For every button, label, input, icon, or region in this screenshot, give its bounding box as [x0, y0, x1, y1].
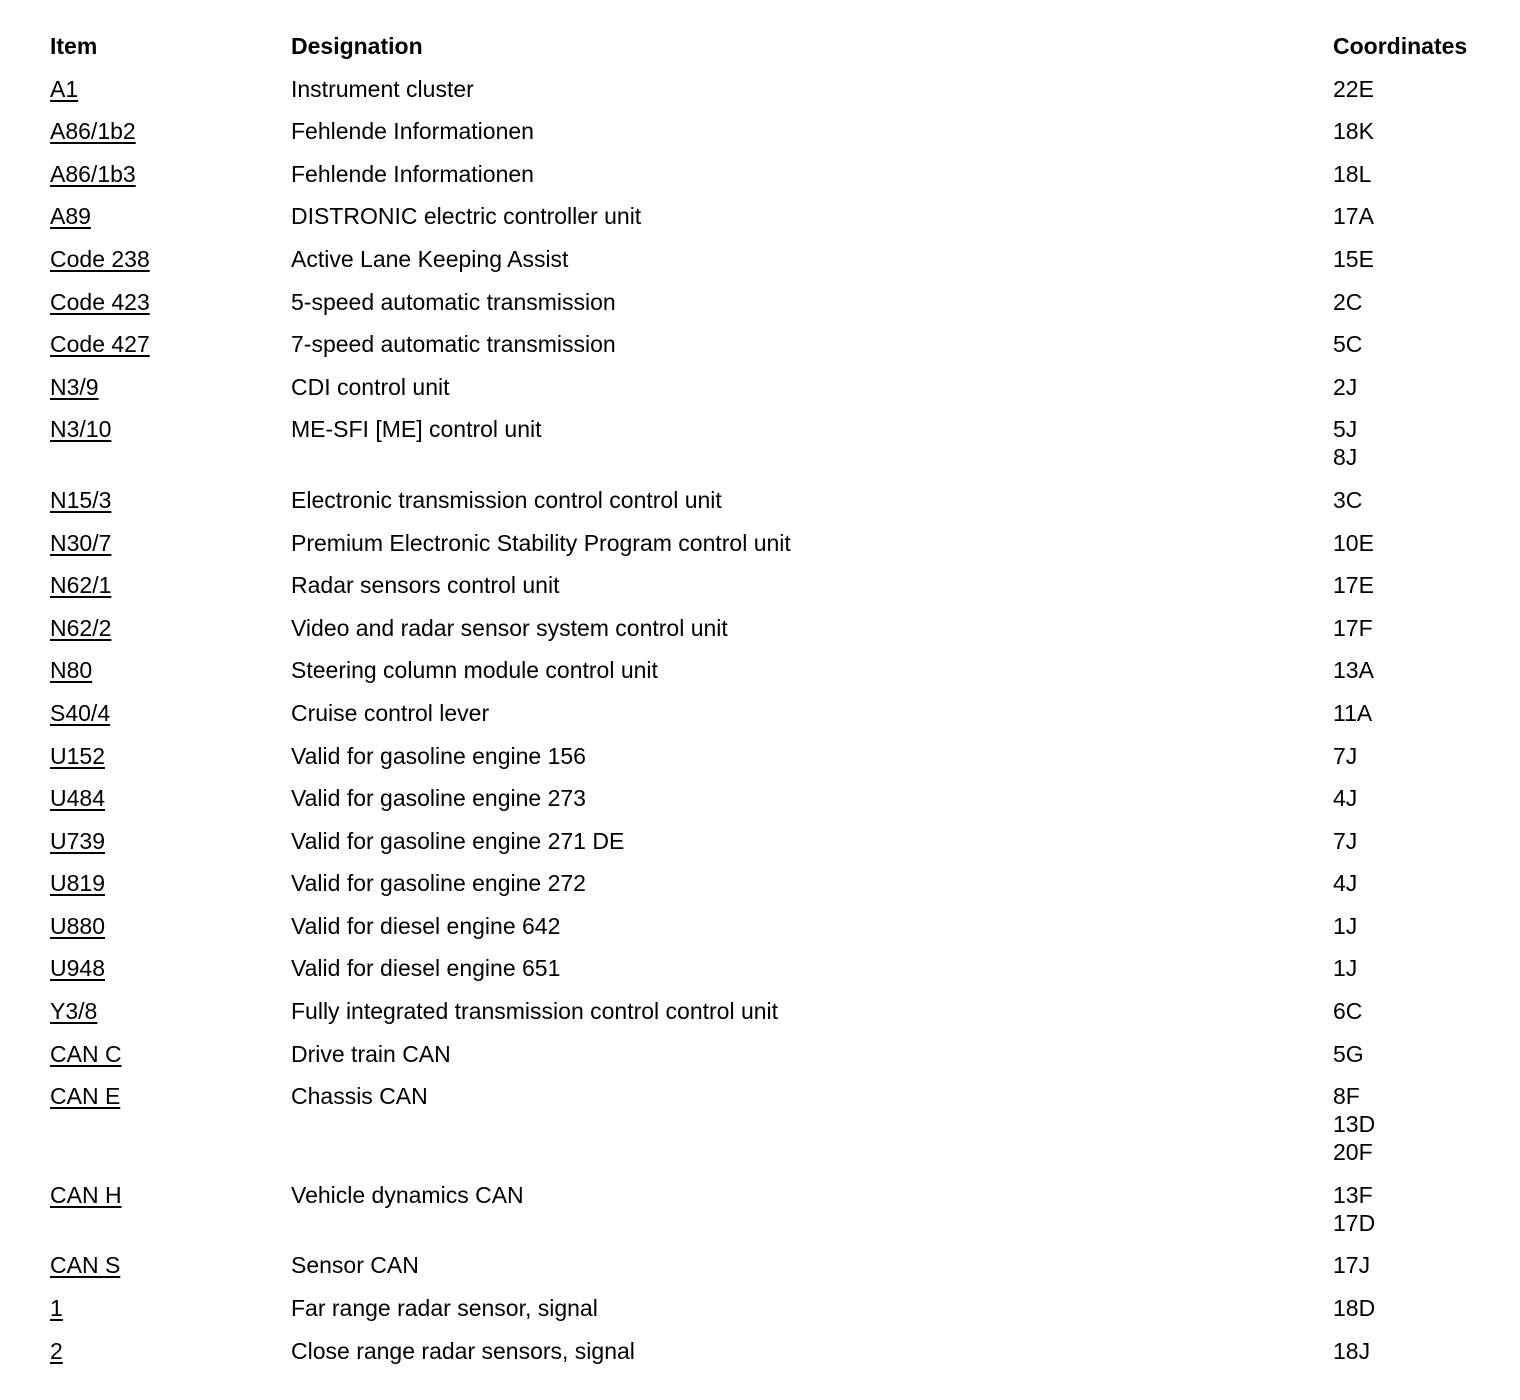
item-link[interactable]: N62/1 — [50, 572, 112, 599]
item-cell — [50, 954, 291, 982]
table-row — [50, 330, 1510, 358]
item-link[interactable]: N3/9 — [50, 373, 99, 400]
table-row — [50, 1040, 1510, 1068]
table-row — [50, 869, 1510, 897]
coordinate-value: 5C — [1333, 331, 1363, 358]
item-link[interactable]: Code 427 — [50, 331, 150, 358]
item-link[interactable]: 1 — [50, 1295, 63, 1322]
coordinate-value: 3C — [1333, 486, 1363, 513]
coordinates-cell — [1333, 415, 1510, 471]
table-row — [50, 75, 1510, 103]
coordinate-value: 1J — [1333, 912, 1358, 939]
designation-cell: Steering column module control unit — [291, 657, 658, 684]
coordinates-cell — [1333, 954, 1510, 982]
item-link[interactable]: U819 — [50, 870, 105, 897]
coordinates-cell — [1333, 245, 1510, 273]
designation-cell: Chassis CAN — [291, 1083, 428, 1110]
table-header — [50, 32, 1510, 60]
item-link[interactable]: 2 — [50, 1337, 63, 1364]
table-row — [50, 245, 1510, 273]
item-link[interactable]: CAN H — [50, 1181, 122, 1208]
coordinates-cell — [1333, 373, 1510, 401]
coordinate-value: 18K — [1333, 118, 1374, 145]
coordinate-value: 1J — [1333, 955, 1358, 982]
coordinate-value: 2C — [1333, 288, 1363, 315]
designation-cell: Vehicle dynamics CAN — [291, 1181, 524, 1208]
coordinates-cell — [1333, 202, 1510, 230]
designation-cell: Fehlende Informationen — [291, 118, 534, 145]
table-row — [50, 912, 1510, 940]
coordinate-value: 17E — [1333, 572, 1374, 599]
table-row — [50, 571, 1510, 599]
table-row — [50, 1082, 1510, 1166]
coordinate-value: 13F — [1333, 1181, 1373, 1208]
coordinates-cell — [1333, 571, 1510, 599]
item-cell — [50, 1181, 291, 1209]
coordinates-cell — [1333, 529, 1510, 557]
table-row — [50, 1294, 1510, 1322]
coordinate-value: 18J — [1333, 1337, 1371, 1364]
coordinates-cell — [1333, 1040, 1510, 1068]
coordinate-value: 4J — [1333, 785, 1358, 812]
item-link[interactable]: S40/4 — [50, 699, 111, 726]
item-link[interactable]: U948 — [50, 955, 105, 982]
item-link[interactable]: CAN C — [50, 1040, 122, 1067]
header-coordinates: Coordinates — [1333, 33, 1468, 59]
designation-cell: Electronic transmission control control unit — [291, 486, 722, 513]
header-designation: Designation — [291, 33, 423, 59]
table-row — [50, 954, 1510, 982]
item-link[interactable]: CAN S — [50, 1252, 121, 1279]
item-cell — [50, 656, 291, 684]
designation-cell: Valid for diesel engine 642 — [291, 912, 561, 939]
item-link[interactable]: A89 — [50, 203, 91, 230]
coordinate-value: 8F — [1333, 1083, 1360, 1110]
designation-cell: Valid for gasoline engine 156 — [291, 742, 586, 769]
item-cell — [50, 784, 291, 812]
item-cell — [50, 1337, 291, 1365]
table-body — [50, 75, 1510, 1365]
coordinate-value: 15E — [1333, 245, 1374, 272]
table-row — [50, 202, 1510, 230]
item-cell — [50, 373, 291, 401]
coordinates-cell — [1333, 869, 1510, 897]
designation-cell: 7-speed automatic transmission — [291, 331, 616, 358]
designation-cell: Close range radar sensors, signal — [291, 1337, 635, 1364]
coordinates-cell — [1333, 997, 1510, 1025]
item-cell — [50, 330, 291, 358]
coordinates-cell — [1333, 117, 1510, 145]
coordinate-value: 18D — [1333, 1295, 1376, 1322]
item-link[interactable]: U484 — [50, 785, 105, 812]
designation-cell: CDI control unit — [291, 373, 450, 400]
item-cell — [50, 529, 291, 557]
table-row — [50, 742, 1510, 770]
item-link[interactable]: N62/2 — [50, 614, 112, 641]
table-row — [50, 529, 1510, 557]
table-row — [50, 415, 1510, 471]
item-link[interactable]: N30/7 — [50, 529, 112, 556]
table-row — [50, 784, 1510, 812]
item-link[interactable]: CAN E — [50, 1083, 121, 1110]
coordinates-cell — [1333, 656, 1510, 684]
item-cell — [50, 1251, 291, 1279]
designation-cell: Valid for gasoline engine 272 — [291, 870, 586, 897]
coordinates-cell — [1333, 1251, 1510, 1279]
designation-cell: Valid for gasoline engine 273 — [291, 785, 586, 812]
item-cell — [50, 571, 291, 599]
table-row — [50, 1251, 1510, 1279]
coordinates-cell — [1333, 742, 1510, 770]
coordinates-cell — [1333, 1082, 1510, 1166]
coordinates-cell — [1333, 1337, 1510, 1365]
coordinate-value: 7J — [1333, 827, 1358, 854]
designation-cell: Drive train CAN — [291, 1040, 451, 1067]
item-link[interactable]: N80 — [50, 657, 93, 684]
coordinates-cell — [1333, 1294, 1510, 1322]
table-row — [50, 656, 1510, 684]
designation-cell: Active Lane Keeping Assist — [291, 245, 569, 272]
coordinates-cell — [1333, 1181, 1510, 1237]
coordinates-cell — [1333, 486, 1510, 514]
item-cell — [50, 1294, 291, 1322]
coordinate-value: 6C — [1333, 998, 1363, 1025]
coordinates-cell — [1333, 912, 1510, 940]
item-cell — [50, 75, 291, 103]
item-cell — [50, 117, 291, 145]
coordinates-cell — [1333, 614, 1510, 642]
item-link[interactable]: A86/1b2 — [50, 118, 136, 145]
item-cell — [50, 288, 291, 316]
item-cell — [50, 202, 291, 230]
designation-cell: Valid for gasoline engine 271 DE — [291, 827, 625, 854]
table-row — [50, 827, 1510, 855]
item-link[interactable]: Code 238 — [50, 245, 150, 272]
designation-cell: Video and radar sensor system control unit — [291, 614, 728, 641]
coordinate-value: 18L — [1333, 160, 1372, 187]
coordinate-value: 17J — [1333, 1252, 1371, 1279]
table-row — [50, 997, 1510, 1025]
coordinates-cell — [1333, 699, 1510, 727]
designation-cell: 5-speed automatic transmission — [291, 288, 616, 315]
item-link[interactable]: N3/10 — [50, 416, 112, 443]
coordinates-cell — [1333, 827, 1510, 855]
coordinate-value: 2J — [1333, 373, 1358, 400]
designation-cell: ME-SFI [ME] control unit — [291, 416, 542, 443]
item-link[interactable]: U739 — [50, 827, 105, 854]
item-link[interactable]: A1 — [50, 75, 79, 102]
item-cell — [50, 1040, 291, 1068]
header-item: Item — [50, 33, 98, 59]
coordinate-value: 17A — [1333, 203, 1374, 230]
item-cell — [50, 1082, 291, 1110]
item-cell — [50, 742, 291, 770]
table-row — [50, 373, 1510, 401]
item-cell — [50, 699, 291, 727]
item-link[interactable]: U152 — [50, 742, 105, 769]
table-row — [50, 288, 1510, 316]
item-link[interactable]: U880 — [50, 912, 105, 939]
coordinate-value: 22E — [1333, 75, 1374, 102]
coordinate-value: 8J — [1333, 444, 1358, 471]
table-row — [50, 486, 1510, 514]
table-row — [50, 160, 1510, 188]
item-link[interactable]: Y3/8 — [50, 998, 98, 1025]
coordinates-cell — [1333, 288, 1510, 316]
coordinates-cell — [1333, 784, 1510, 812]
designation-cell: Premium Electronic Stability Program control unit — [291, 529, 791, 556]
coordinate-value: 17F — [1333, 614, 1373, 641]
item-cell — [50, 869, 291, 897]
item-link[interactable]: A86/1b3 — [50, 160, 136, 187]
designation-cell: Sensor CAN — [291, 1252, 419, 1279]
designation-cell: Fully integrated transmission control control unit — [291, 998, 779, 1025]
item-cell — [50, 614, 291, 642]
item-cell — [50, 997, 291, 1025]
item-cell — [50, 912, 291, 940]
coordinates-cell — [1333, 75, 1510, 103]
item-cell — [50, 160, 291, 188]
coordinate-value: 5G — [1333, 1040, 1364, 1067]
coordinate-value: 4J — [1333, 870, 1358, 897]
item-cell — [50, 245, 291, 273]
coordinates-cell — [1333, 160, 1510, 188]
designation-cell: Fehlende Informationen — [291, 160, 534, 187]
table-row — [50, 1337, 1510, 1365]
designation-cell: Valid for diesel engine 651 — [291, 955, 561, 982]
table-row — [50, 1181, 1510, 1237]
coordinate-value: 7J — [1333, 742, 1358, 769]
designation-cell: Radar sensors control unit — [291, 572, 560, 599]
designation-cell: Instrument cluster — [291, 75, 474, 102]
item-link[interactable]: N15/3 — [50, 486, 112, 513]
table-row — [50, 699, 1510, 727]
table-row — [50, 117, 1510, 145]
designation-cell: DISTRONIC electric controller unit — [291, 203, 642, 230]
coordinate-value: 20F — [1333, 1139, 1373, 1166]
designation-cell: Cruise control lever — [291, 699, 490, 726]
coordinate-value: 13A — [1333, 657, 1374, 684]
item-link[interactable]: Code 423 — [50, 288, 150, 315]
coordinate-value: 11A — [1333, 699, 1373, 726]
designation-cell: Far range radar sensor, signal — [291, 1295, 598, 1322]
item-cell — [50, 415, 291, 443]
table-row — [50, 614, 1510, 642]
legend-table — [50, 32, 1510, 1379]
coordinate-value: 10E — [1333, 529, 1374, 556]
coordinate-value: 13D — [1333, 1111, 1376, 1138]
item-cell — [50, 827, 291, 855]
coordinate-value: 5J — [1333, 416, 1358, 443]
item-cell — [50, 486, 291, 514]
coordinate-value: 17D — [1333, 1209, 1376, 1236]
coordinates-cell — [1333, 330, 1510, 358]
